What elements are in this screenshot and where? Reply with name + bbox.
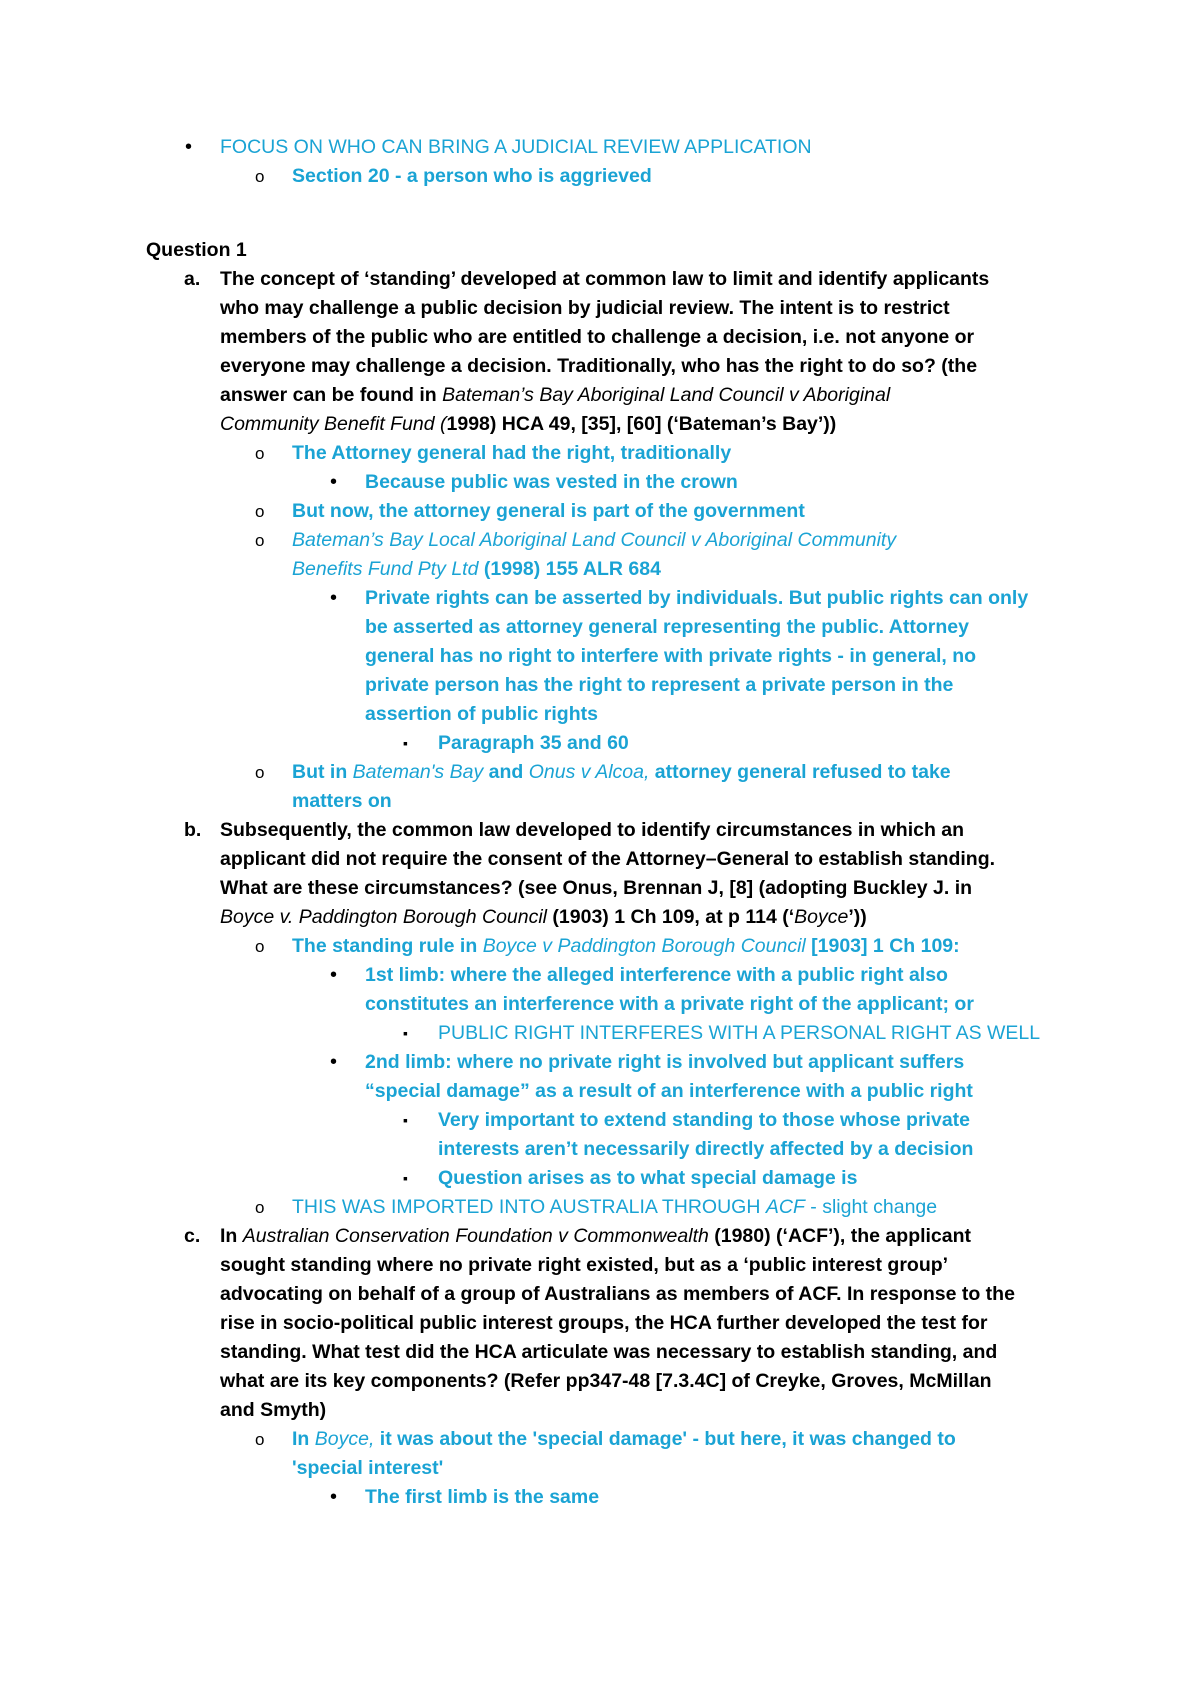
qb-case-name: Boyce v. Paddington Borough Council [220,906,548,928]
bullet-circle-icon: o [255,167,265,186]
qa-note-3-case-cont: Benefits Fund Pty Ltd [292,558,479,580]
bullet-circle-icon: o [255,1198,265,1217]
qa-note-4-cont: matters on [292,790,392,812]
qa-note-4 [292,758,951,787]
qa-line-2: who may challenge a public decision by judicial review. The intent is to restrict [220,297,950,319]
qc-line-1 [220,1222,971,1251]
qa-note-2: But now, the attorney general is part of the government [292,500,805,522]
bullet-circle-icon: o [255,937,265,956]
qc-note-1-pre: In [292,1428,315,1450]
qb-line-1: Subsequently, the common law developed to identify circumstances in which an [220,819,965,841]
qb-line-4-post: ’)) [848,906,867,928]
qb-note-2-acf: ACF [765,1196,805,1218]
qa-line-4: everyone may challenge a decision. Traditionally, who has the right to do so? (the [220,355,978,377]
qc-note-1-cont: 'special interest' [292,1457,444,1479]
qb-note-2-pre: THIS WAS IMPORTED INTO AUSTRALIA THROUGH [292,1196,766,1218]
qa-line-1: The concept of ‘standing’ developed at common law to limit and identify applicants [220,268,990,290]
bullet-dot-icon: • [330,964,338,986]
qb-limb-1-line-1: 1st limb: where the alleged interference with a public right also [365,964,948,986]
qa-note-3a-line-1: Private rights can be asserted by individuals. But public rights can only [365,587,1029,609]
qc-note-1a: The first limb is the same [365,1486,600,1508]
qa-note-3a-line-2: be asserted as attorney general representing the public. Attorney [365,616,969,638]
bullet-square-icon: ▪ [403,1112,408,1128]
qa-note-3-citation: (1998) 155 ALR 684 [478,558,661,580]
qb-limb-2a-line-2: interests aren’t necessarily directly affected by a decision [438,1138,974,1160]
qa-case-name: Bateman’s Bay Aboriginal Land Council v Aboriginal [442,384,891,406]
qc-line-5: standing. What test did the HCA articulate was necessary to establish standing, and [220,1341,998,1363]
qb-note-2-post: - slight change [804,1196,938,1218]
qb-limb-2a-line-1: Very important to extend standing to those whose private [438,1109,971,1131]
qa-note-3-case: Bateman’s Bay Local Aboriginal Land Council v Aboriginal Community [292,529,897,551]
qa-note-1: The Attorney general had the right, traditionally [292,442,732,464]
qa-note-3a-line-4: private person has the right to represent a private person in the [365,674,954,696]
qa-note-3a1: Paragraph 35 and 60 [438,732,629,754]
qa-line-6-post: 1998) HCA 49, [35], [60] (‘Bateman’s Bay’)) [446,413,837,435]
qa-line-5 [220,381,890,410]
qc-line-7: and Smyth) [220,1399,327,1421]
qb-line-4 [220,903,867,932]
bullet-circle-icon: o [255,763,265,782]
qa-note-3 [292,526,896,555]
qc-line-2: sought standing where no private right existed, but as a ‘public interest group’ [220,1254,949,1276]
qc-case-name: Australian Conservation Foundation v Commonwealth [242,1225,709,1247]
qa-note-4-case-1: Bateman's Bay [352,761,484,783]
qb-line-3: What are these circumstances? (see Onus, Brennan J, [8] (adopting Buckley J. in [220,877,973,899]
qa-line-3: members of the public who are entitled to challenge a decision, i.e. not anyone or [220,326,975,348]
qc-line-1-pre: In [220,1225,243,1247]
qb-limb-1-line-2: constitutes an interference with a private right of the applicant; or [365,993,974,1015]
qa-note-4-pre: But in [292,761,353,783]
qa-line-5-pre: answer can be found in [220,384,443,406]
qa-note-1a: Because public was vested in the crown [365,471,738,493]
qa-note-4-post: attorney general refused to take [649,761,951,783]
bullet-circle-icon: o [255,444,265,463]
qb-note-1-pre: The standing rule in [292,935,483,957]
bullet-square-icon: ▪ [403,1170,408,1186]
qb-note-1-case: Boyce v Paddington Borough Council [482,935,806,957]
bullet-circle-icon: o [255,1430,265,1449]
bullet-circle-icon: o [255,531,265,550]
question-heading: Question 1 [146,239,247,261]
bullet-dot-icon: • [330,1486,338,1508]
bullet-square-icon: ▪ [403,1025,408,1041]
bullet-dot-icon: • [330,471,338,493]
qa-note-3a-line-5: assertion of public rights [365,703,598,725]
bullet-square-icon: ▪ [403,735,408,751]
qc-line-1-post: (1980) (‘ACF’), the applicant [708,1225,972,1247]
qb-line-2: applicant did not require the consent of the Attorney–General to establish standing. [220,848,996,870]
qc-line-4: rise in socio-political public interest groups, the HCA further developed the test for [220,1312,988,1334]
qb-limb-2-line-1: 2nd limb: where no private right is involved but applicant suffers [365,1051,965,1073]
qa-marker: a. [184,268,201,290]
focus-line: FOCUS ON WHO CAN BRING A JUDICIAL REVIEW APPLICATION [220,136,812,158]
bullet-dot-icon: • [330,1051,338,1073]
qb-limb-1a: PUBLIC RIGHT INTERFERES WITH A PERSONAL RIGHT AS WELL [438,1022,1041,1044]
qc-line-3: advocating on behalf of a group of Australians as members of ACF. In response to the [220,1283,1015,1305]
qc-note-1 [292,1425,956,1454]
qb-marker: b. [184,819,202,841]
qc-marker: c. [184,1225,201,1247]
qc-line-6: what are its key components? (Refer pp347-48 [7.3.4C] of Creyke, Groves, McMillan [220,1370,992,1392]
qa-note-4-case-2: Onus v Alcoa, [528,761,650,783]
section-20-line: Section 20 - a person who is aggrieved [292,165,652,187]
qb-note-2 [292,1193,937,1222]
bullet-circle-icon: o [255,502,265,521]
qa-note-4-mid: and [483,761,529,783]
qc-note-1-post: it was about the 'special damage' - but here, it was changed to [374,1428,956,1450]
qa-case-name-cont: Community Benefit Fund ( [220,413,447,435]
qa-line-6 [220,410,836,439]
qb-line-4-mid: (1903) 1 Ch 109, at p 114 (‘ [547,906,795,928]
qb-case-short: Boyce [794,906,849,928]
qb-note-1 [292,932,960,961]
qa-note-3a-line-3: general has no right to interfere with private rights - in general, no [365,645,977,667]
qb-limb-2b: Question arises as to what special damage is [438,1167,858,1189]
qb-note-1-post: [1903] 1 Ch 109: [805,935,960,957]
bullet-dot-icon: • [185,136,193,158]
qb-limb-2-line-2: “special damage” as a result of an interference with a public right [365,1080,973,1102]
qc-note-1-case: Boyce, [314,1428,375,1450]
bullet-dot-icon: • [330,587,338,609]
qa-note-3-cont [292,555,661,584]
